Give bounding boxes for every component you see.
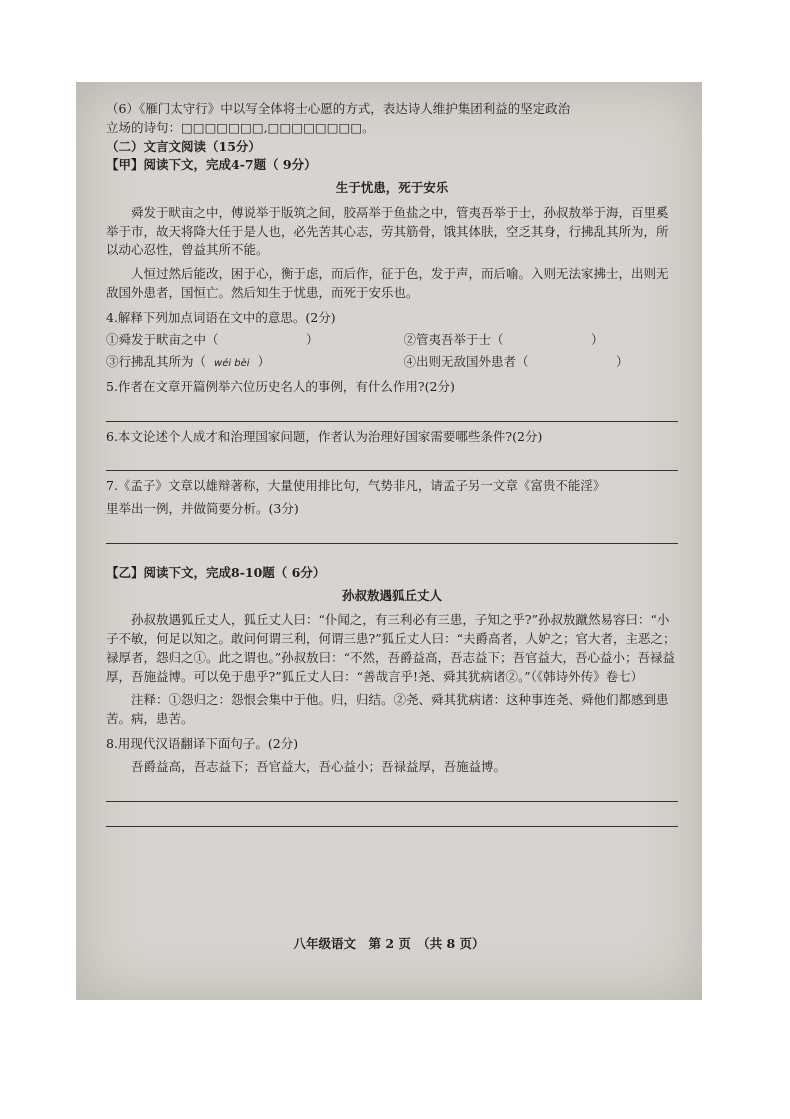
question-4-item1: ①舜发于畎亩之中（ ）: [106, 332, 319, 348]
question-4-item3-text: ③行拂乱其所为（: [106, 354, 207, 369]
question-6-line2: 立场的诗句：□□□□□□□,□□□□□□□□。: [106, 119, 375, 135]
question-6-line1: （6）《雁门太守行》中以写全体将士心愿的方式，表达诗人维护集团利益的坚定政治: [106, 101, 571, 116]
yi-instruction: 【乙】阅读下文，完成8-10题（ 6分）: [106, 564, 326, 580]
question-4-stem: 4.解释下列加点词语在文中的意思。(2分): [106, 309, 336, 325]
question-8-sentence: 吾爵益高，吾志益下；吾官益大，吾心益小；吾禄益厚，吾施益博。: [131, 758, 507, 774]
jia-paragraph-1: 舜发于畎亩之中，傅说举于版筑之间，胶鬲举于鱼盐之中，管夷吾举于士，孙叔敖举于海，百里奚举于市，故天将降大任于是人也，必先苦其心志，劳其筋骨，饿其体肤，空乏其身，行拂乱其所为，所以动心忍性，曾益其所不能。: [106, 204, 669, 258]
page-content: [106, 100, 678, 831]
question-7-stem-line1: 7.《孟子》文章以雄辩著称，大量使用排比句，气势非凡，请孟子另一文章《富贵不能淫》: [106, 478, 606, 494]
answer-line[interactable]: [106, 781, 678, 802]
question-4-row1: [106, 331, 678, 350]
yi-paragraph: 孙叔敖遇狐丘丈人，狐丘丈人曰：“仆闻之，有三利必有三患，子知之乎?”孙叔敖蹴然易容曰：“小子不敏，何足以知之。敢问何谓三利，何谓三患?”狐丘丈人曰：“夫爵高者，人妒之；官大者，主恶之；禄厚者，怨归之①。此之谓也。”孙叔敖曰：“不然，吾爵益高，吾志益下；吾官益大，吾心益小；吾禄益厚，吾施益博。可以免于患乎?”狐丘丈人曰：“善哉言乎!尧、舜其犹病诸②。”（《韩诗外传》卷七）: [106, 612, 676, 684]
question-6b-stem: 6.本文论述个人成才和治理国家问题，作者认为治理好国家需要哪些条件?(2分): [106, 428, 543, 444]
jia-paragraph-2: 人恒过然后能改，困于心，衡于虑，而后作，征于色，发于声，而后喻。入则无法家拂士，出则无敌国外患者，国恒亡。然后知生于忧患，而死于安乐也。: [106, 266, 669, 300]
question-4-item3-end: ）: [257, 354, 271, 369]
question-8-stem: 8.用现代汉语翻译下面句子。(2分): [106, 735, 299, 751]
handwritten-annotation: wéi bèi: [214, 358, 250, 369]
exam-paper: [76, 82, 702, 1000]
question-4-item2: ②管夷吾举于士（ ）: [403, 332, 604, 348]
jia-title: 生于忧患，死于安乐: [335, 180, 449, 195]
section-heading: （二）文言文阅读（15分）: [106, 138, 261, 154]
page-footer: 八年级语文 第 2 页 （共 8 页）: [293, 936, 485, 951]
yi-note: 注释：①怨归之：怨恨会集中于他。归，归结。②尧、舜其犹病诸：这种事连尧、舜他们都感到患苦。病，患苦。: [106, 692, 669, 726]
question-4-item3: [106, 353, 381, 372]
jia-instruction: 【甲】阅读下文，完成4-7题（ 9分）: [106, 157, 317, 173]
question-4-item4: ④出则无敌国外患者（ ）: [403, 354, 629, 369]
answer-line[interactable]: [106, 806, 678, 827]
answer-line[interactable]: [106, 523, 678, 544]
yi-title: 孙叔敖遇狐丘丈人: [341, 587, 442, 603]
answer-line[interactable]: [106, 401, 678, 422]
question-5-stem: 5.作者在文章开篇例举六位历史名人的事例，有什么作用?(2分): [106, 378, 455, 394]
question-4-row2: [106, 353, 678, 372]
question-7-stem-line2: 里举出一例，并做简要分析。(3分): [106, 501, 299, 516]
answer-line[interactable]: [106, 450, 678, 471]
